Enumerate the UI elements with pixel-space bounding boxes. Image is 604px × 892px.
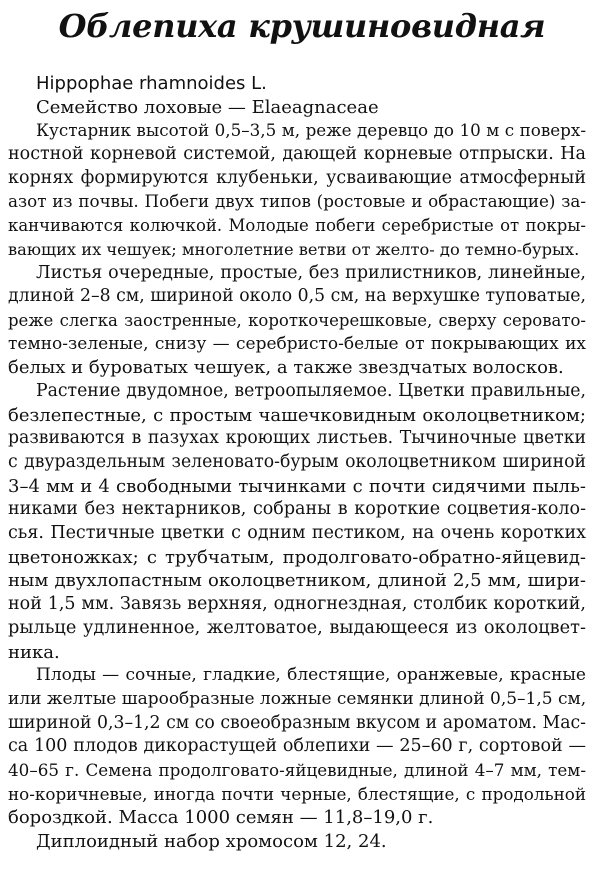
text-line: цветоножках; с трубчатым, продолговато-обратно-яйцевид- [8, 546, 586, 568]
page-title: Облепиха крушиновидная [58, 7, 546, 45]
text-line: длиной 2–8 см, шириной около 0,5 см, на верхушке туповатые, [8, 286, 586, 307]
text-line: са 100 плодов дикорастущей облепихи — 25–60 г, сортовой — [8, 736, 586, 757]
text-line: или желтые шарообразные ложные семянки длиной 0,5–1,5 см, [8, 688, 587, 709]
text-line: Кустарник высотой 0,5–3,5 м, реже деревцо до 10 м с поверх- [36, 120, 586, 141]
text-line: канчиваются колючкой. Молодые побеги серебристые от покры- [8, 216, 586, 236]
text-line: темно-зеленые, снизу — серебристо-белые от покрывающих их [8, 333, 586, 354]
article-body [8, 72, 587, 854]
text-line: шириной 0,3–1,2 см со своеобразным вкусом и ароматом. Мас- [8, 712, 586, 733]
text-line: Растение двудомное, ветроопыляемое. Цветки правильные, [36, 380, 586, 401]
text-line: но-коричневые, иногда почти черные, блестящие, с продольной [8, 783, 586, 804]
text-line: корнях формируются клубеньки, усваивающие атмосферный [8, 167, 586, 188]
text-line: вающих их чешуек; многолетние ветви от желто- до темно-бурых. [8, 239, 580, 259]
text-line: реже слегка заостренные, короткочерешковые, сверху серовато- [8, 310, 586, 330]
text-line: бороздкой. Масса 1000 семян — 11,8–19,0 г. [8, 807, 434, 829]
text-line: ника. [8, 641, 60, 663]
text-line: никами без нектарников, собраны в короткие соцветия-коло- [8, 499, 586, 520]
text-line: Диплоидный набор хромосом 12, 24. [36, 831, 387, 852]
text-line: развиваются в пазухах кроющих листьев. Тычиночные цветки [8, 428, 586, 449]
text-line: безлепестные, с простым чашечковидным околоцветником; [8, 404, 586, 426]
text-line: 3–4 мм и 4 свободными тычинками с почти сидячими пыль- [8, 475, 586, 497]
text-line: 40–65 г. Семена продолговато-яйцевидные, длиной 4–7 мм, тем- [8, 759, 586, 780]
text-line: ным двухлопастным околоцветником, длиной 2,5 мм, шири- [8, 570, 586, 592]
text-line: Листья очередные, простые, без прилистников, линейные, [36, 262, 586, 283]
text-line: сья. Пестичные цветки с одним пестиком, на очень коротких [8, 523, 586, 544]
text-line: азот из почвы. Побеги двух типов (ростовые и обрастающие) за- [8, 191, 586, 212]
text-line: Плоды — сочные, гладкие, блестящие, оранжевые, красные [36, 665, 586, 686]
text-line: Hippophae rhamnoides L. [36, 73, 267, 94]
text-line: Семейство лоховые — Elaeagnaceae [36, 96, 379, 118]
text-line: с двураздельным зеленовато-бурым околоцветником шириной [8, 452, 586, 472]
text-line: ной 1,5 мм. Завязь верхняя, одногнездная, столбик короткий, [8, 594, 586, 615]
text-line: ностной корневой системой, дающей корневые отпрыски. На [8, 144, 586, 165]
text-line: белых и буроватых чешуек, а также звездчатых волосков. [8, 357, 564, 379]
text-line: рыльце удлиненное, желтоватое, выдающееся из околоцвет- [8, 617, 586, 638]
